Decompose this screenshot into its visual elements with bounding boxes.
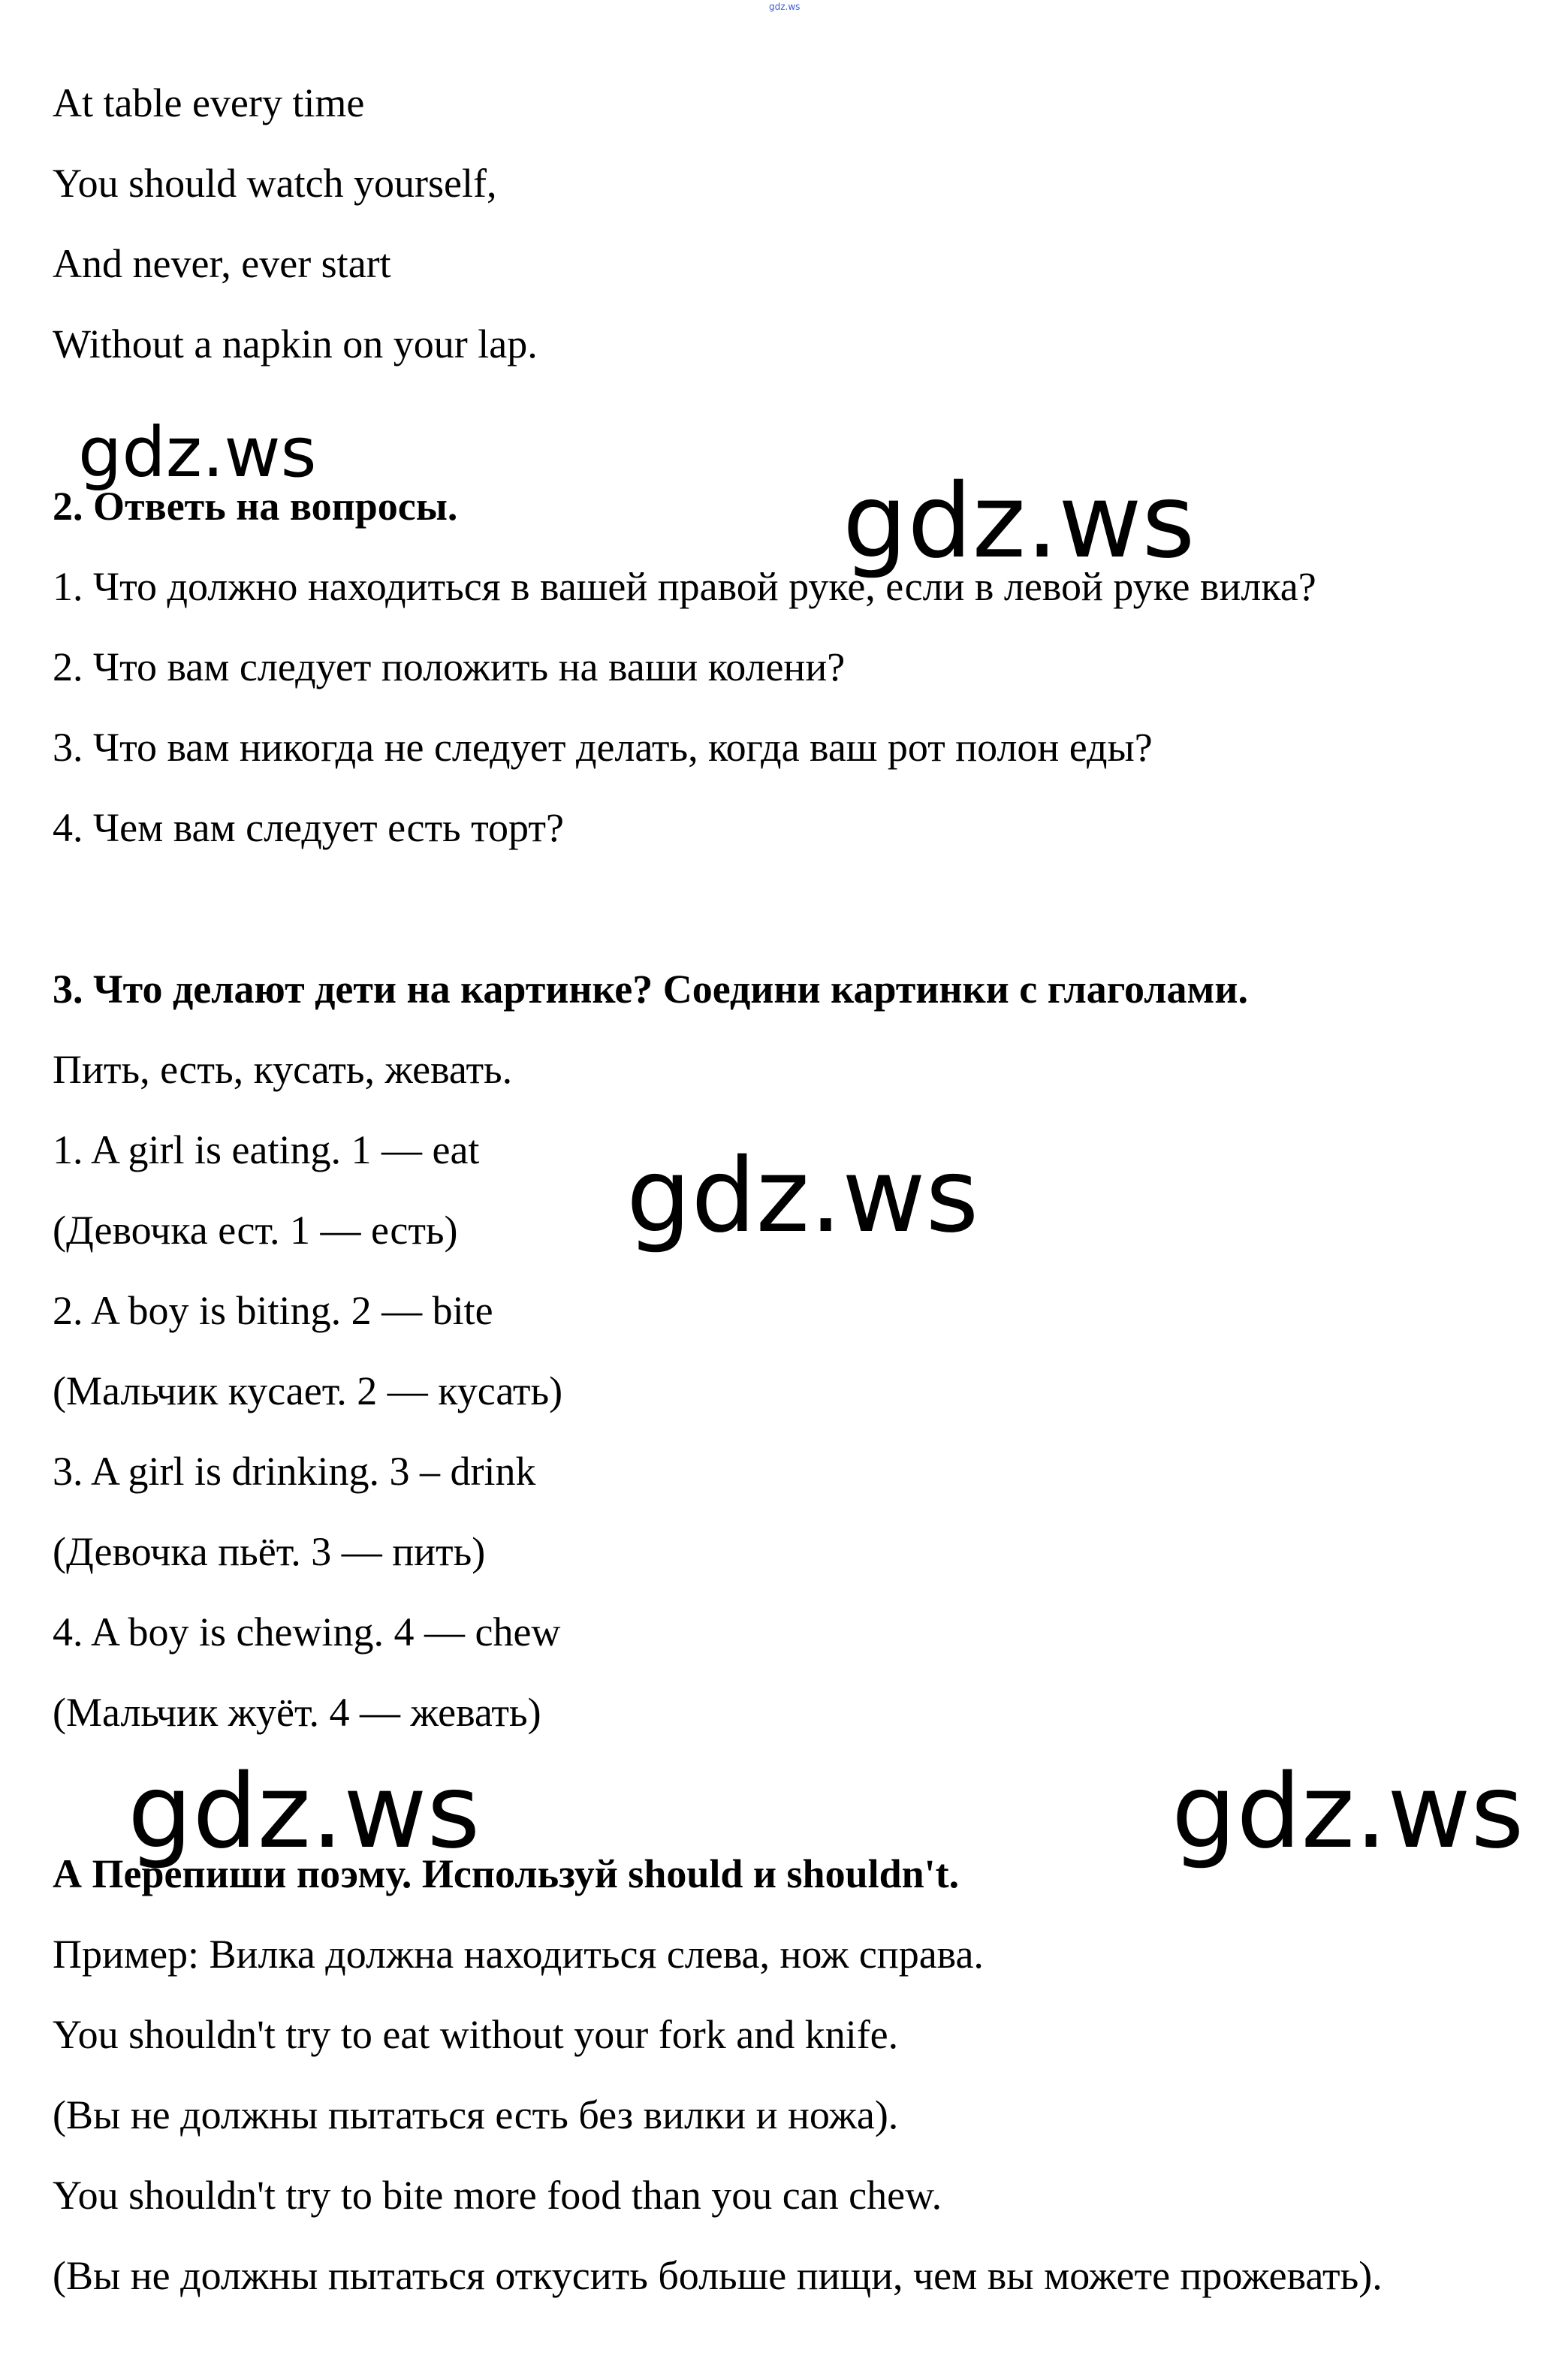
answer-line: 1. A girl is eating. 1 — eat — [53, 1127, 480, 1172]
poem-line: And never, ever start — [53, 241, 391, 286]
translation-line: (Девочка ест. 1 — есть) — [53, 1208, 458, 1253]
poem-line: Without a napkin on your lap. — [53, 321, 538, 367]
translation-line: (Вы не должны пытаться есть без вилки и ножа). — [53, 2092, 899, 2137]
question-item: 3. Что вам никогда не следует делать, когда ваш рот полон еды? — [53, 725, 1153, 770]
translation-line: (Мальчик жуёт. 4 — жевать) — [53, 1690, 541, 1735]
question-item: 1. Что должно находиться в вашей правой руке, если в левой руке вилка? — [53, 564, 1316, 609]
verbs-list: Пить, есть, кусать, жевать. — [53, 1047, 513, 1092]
section-2-heading: 2. Ответь на вопросы. — [53, 484, 458, 529]
answer-line: 2. A boy is biting. 2 — bite — [53, 1288, 493, 1333]
watermark: gdz.ws — [1171, 1753, 1524, 1872]
answer-line: You shouldn't try to eat without your fork and knife. — [53, 2012, 899, 2057]
answer-line: 3. A girl is drinking. 3 – drink — [53, 1449, 536, 1494]
translation-line: (Мальчик кусает. 2 — кусать) — [53, 1368, 563, 1413]
section-4-heading: А Перепиши поэму. Используй should и shouldn't. — [53, 1851, 960, 1896]
poem-line: You should watch yourself, — [53, 161, 497, 206]
watermark: gdz.ws — [128, 1753, 481, 1872]
answer-line: 4. A boy is chewing. 4 — chew — [53, 1609, 561, 1655]
translation-line: (Девочка пьёт. 3 — пить) — [53, 1529, 486, 1574]
answer-line: You shouldn't try to bite more food than you can chew. — [53, 2173, 942, 2218]
top-watermark: gdz.ws — [769, 2, 801, 12]
question-item: 4. Чем вам следует есть торт? — [53, 805, 564, 850]
watermark: gdz.ws — [78, 412, 317, 493]
watermark: gdz.ws — [626, 1137, 979, 1256]
question-item: 2. Что вам следует положить на ваши колени? — [53, 644, 846, 689]
poem-line: At table every time — [53, 80, 365, 125]
example-line: Пример: Вилка должна находиться слева, нож справа. — [53, 1932, 984, 1977]
section-3-heading: 3. Что делают дети на картинке? Соедини картинки с глаголами. — [53, 967, 1248, 1012]
watermark: gdz.ws — [843, 463, 1196, 581]
translation-line: (Вы не должны пытаться откусить больше пищи, чем вы можете прожевать). — [53, 2253, 1383, 2298]
